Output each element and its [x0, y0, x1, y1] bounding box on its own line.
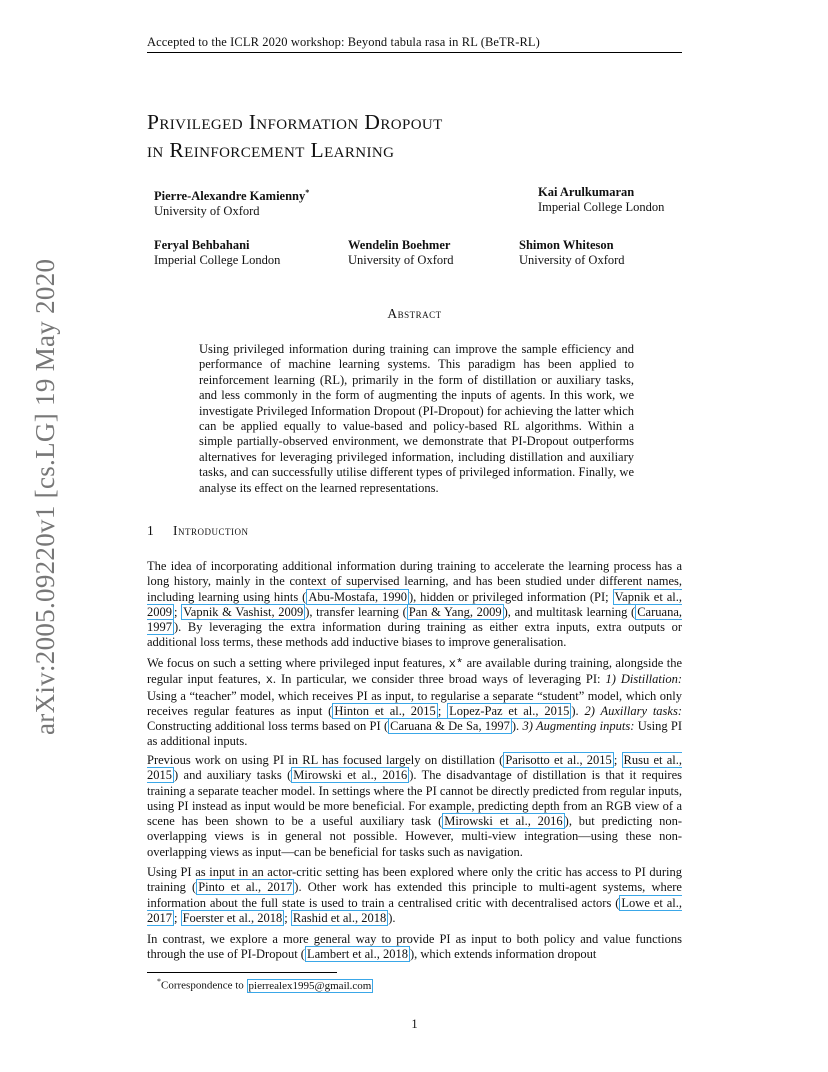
citation-link[interactable]: Caruana & De Sa, 1997 — [390, 719, 510, 734]
email-link[interactable]: pierrealex1995@gmail.com — [248, 979, 372, 992]
author-affiliation: Imperial College London — [154, 253, 281, 267]
intro-paragraph-2: We focus on such a setting where privileged input features, x* are available during training, alongside the regular input features, x. In particular, we consider three broad ways of leveraging PI: 1) Distillation: Using a “teacher” model, which receives PI as input, to regularise a separate “student” model, which only receives regular features as input ( Hinton et al., 2015 ; Lopez-Paz et al., 2015 ). 2) Auxillary tasks: Constructing additional loss terms based on PI ( Caruana & De Sa, 1997 ). 3) Augmenting inputs: Using PI as additional inputs. — [147, 656, 683, 749]
author-name: Pierre-Alexandre Kamienny* — [154, 188, 310, 204]
citation-link[interactable]: Lopez-Paz et al., 2015 — [449, 703, 570, 718]
math-x-star: x* — [448, 657, 464, 671]
running-header: Accepted to the ICLR 2020 workshop: Beyond tabula rasa in RL (BeTR-RL) — [147, 35, 540, 49]
math-x: x — [265, 673, 273, 688]
author-affiliation: University of Oxford — [348, 253, 454, 267]
author-block — [154, 185, 309, 219]
author-block — [154, 238, 280, 268]
citation-link[interactable]: Rashid et al., 2018 — [292, 910, 387, 925]
citation-link[interactable]: Foerster et al., 2018 — [182, 910, 283, 925]
author-affiliation: Imperial College London — [538, 200, 665, 214]
footnote-mark: * — [305, 188, 310, 197]
author-name: Shimon Whiteson — [519, 238, 614, 252]
citation-link[interactable]: Pan & Yang, 2009 — [408, 604, 502, 619]
arxiv-stamp: arXiv:2005.09220v1 [cs.LG] 19 May 2020 — [30, 258, 60, 735]
section-number: 1 — [147, 523, 155, 538]
intro-paragraph-5: In contrast, we explore a more general way to provide PI as input to both policy and value functions through the use of PI-Dropout ( Lambert et al., 2018 ), which extends information dropout — [147, 932, 682, 962]
abstract-heading: Abstract — [387, 306, 442, 321]
author-name: Wendelin Boehmer — [348, 238, 451, 252]
citation-link[interactable]: Vapnik et al., 2009 — [147, 589, 682, 619]
citation-link[interactable]: Rusu et al., 2015 — [147, 753, 682, 783]
citation-link[interactable]: Caruana, 1997 — [147, 604, 682, 635]
footnote: *Correspondence to pierrealex1995@gmail.com — [157, 977, 372, 992]
header-rule — [147, 52, 682, 53]
intro-paragraph-4: Using PI as input in an actor-critic setting has been explored where only the critic has access to PI during training ( Pinto et al., 2017 ). Other work has extended this principle to multi-agent systems, where information about the full state is used to train a centralised critic with decentralised actors ( Lowe et al., 2017 ; Foerster et al., 2018 ; Rashid et al., 2018 ). — [147, 865, 682, 925]
citation-link[interactable]: Vapnik & Vashist, 2009 — [183, 604, 304, 619]
citation-link[interactable]: Lambert et al., 2018 — [306, 947, 408, 962]
author-block — [519, 238, 625, 268]
author-block — [538, 185, 664, 215]
section-heading — [147, 523, 682, 539]
author-name: Feryal Behbahani — [154, 238, 250, 252]
citation-link[interactable]: Mirowski et al., 2016 — [293, 768, 408, 783]
author-affiliation: University of Oxford — [519, 253, 625, 267]
citation-link[interactable]: Abu-Mostafa, 1990 — [308, 589, 407, 604]
section-title: Introduction — [173, 523, 249, 538]
citation-link[interactable]: Lowe et al., 2017 — [147, 895, 682, 925]
author-block — [348, 238, 454, 268]
citation-link[interactable]: Pinto et al., 2017 — [198, 880, 293, 895]
intro-paragraph-3: Previous work on using PI in RL has focused largely on distillation ( Parisotto et al., 2015 ; Rusu et al., 2015 ) and auxiliary tasks ( Mirowski et al., 2016 ). The disadvantage of distillation is that it requires training a separate teacher model. In settings where the PI cannot be directly predicted from regular inputs, using PI instead as input would be more beneficial. For example, predicting depth from an RGB view of a scene has been shown to be a useful auxiliary task ( Mirowski et al., 2016 ), but predicting non-overlapping views is in general not possible. However, multi-view integration—using these non-overlapping views as input—can be beneficial for tasks such as navigation. — [147, 753, 682, 859]
citation-link[interactable]: Mirowski et al., 2016 — [444, 814, 563, 829]
intro-paragraph-1: The idea of incorporating additional information during training to accelerate the learning process has a long history, mainly in the context of supervised learning, and has been studied under different names, including learning using hints ( Abu-Mostafa, 1990 ), hidden or privileged information (PI; Vapnik et al., 2009 ; Vapnik & Vashist, 2009 ), transfer learning ( Pan & Yang, 2009 ), and multitask learning ( Caruana, 1997 ). By leveraging the extra information during training as either extra inputs, extra outputs or additional loss terms, these methods add inductive biases to improve generalisation. — [147, 559, 682, 650]
author-name: Kai Arulkumaran — [538, 185, 635, 199]
footnote-rule — [147, 972, 337, 973]
citation-link[interactable]: Parisotto et al., 2015 — [505, 753, 612, 767]
abstract-text: Using privileged information during training can improve the sample efficiency and performance of machine learning systems. This paradigm has been applied to reinforcement learning (RL), primarily in the form of distillation or auxiliary tasks, and less commonly in the form of augmenting the inputs of agents. In this work, we investigate Privileged Information Dropout (PI-Dropout) for achieving the latter which can be applied equally to value-based and policy-based RL algorithms. Within a simple partially-observed environment, we demonstrate that PI-Dropout outperforms alternatives for leveraging privileged information, including distillation and auxiliary tasks, and can successfully utilise different types of privileged information. Finally, we analyse its effect on the learned representations. — [199, 342, 634, 495]
citation-link[interactable]: Hinton et al., 2015 — [334, 703, 436, 718]
title-line-1: Privileged Information Dropout — [147, 110, 443, 134]
author-affiliation: University of Oxford — [154, 204, 260, 219]
paper-title — [147, 108, 682, 164]
title-line-2: in Reinforcement Learning — [147, 138, 395, 162]
footnote-mark: * — [157, 977, 161, 986]
page-number: 1 — [411, 1017, 418, 1031]
